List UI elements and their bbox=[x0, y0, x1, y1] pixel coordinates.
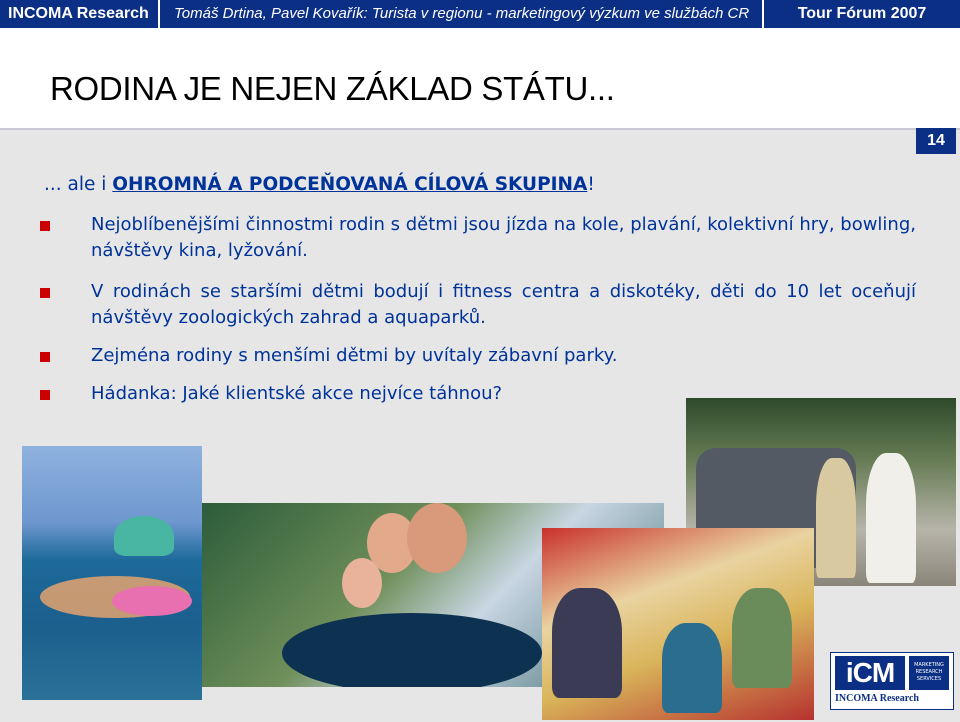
lead-suffix: ! bbox=[587, 174, 595, 195]
bullet-item bbox=[40, 343, 916, 369]
photo-detail bbox=[114, 516, 174, 556]
photo-detail bbox=[112, 586, 192, 616]
incoma-logo bbox=[830, 652, 954, 710]
bullet-square-icon bbox=[40, 390, 50, 400]
logo-mark: iCM bbox=[835, 656, 905, 690]
bullet-item bbox=[40, 212, 916, 264]
photo-detail bbox=[866, 453, 916, 583]
header-event: Tour Fórum 2007 bbox=[764, 0, 960, 28]
photo-detail bbox=[282, 613, 542, 687]
lead-prefix: ... ale i bbox=[44, 174, 113, 195]
lead-highlight: OHROMNÁ A PODCEŇOVANÁ CÍLOVÁ SKUPINA bbox=[112, 174, 588, 195]
photo-detail bbox=[342, 558, 382, 608]
photo-detail bbox=[662, 623, 722, 713]
bullet-square-icon bbox=[40, 288, 50, 298]
photo-detail bbox=[732, 588, 792, 688]
photo-detail bbox=[407, 503, 467, 573]
bullet-text: Hádanka: Jaké klientské akce nejvíce táhnou? bbox=[91, 383, 503, 404]
bullet-item bbox=[40, 279, 916, 331]
photo-detail bbox=[552, 588, 622, 698]
bullet-square-icon bbox=[40, 221, 50, 231]
family-playing-photo bbox=[542, 528, 814, 720]
bullet-text: Zejména rodiny s menšími dětmi by uvítaly zábavní parky. bbox=[91, 345, 618, 366]
header-presentation-title: Tomáš Drtina, Pavel Kovařík: Turista v regionu - marketingový výzkum ve službách CR bbox=[160, 0, 762, 28]
logo-tagline: MARKETING RESEARCH SERVICES bbox=[909, 656, 949, 690]
beach-family-photo bbox=[22, 446, 202, 700]
lead-line bbox=[44, 174, 595, 195]
slide-title: RODINA JE NEJEN ZÁKLAD STÁTU... bbox=[50, 70, 615, 107]
header-company: INCOMA Research bbox=[0, 0, 158, 28]
photo-detail bbox=[816, 458, 856, 578]
header-bar bbox=[0, 0, 960, 28]
bullet-text: V rodinách se staršími dětmi bodují i fitness centra a diskotéky, děti do 10 let oceňují návštěvy zoologických zahrad a aquaparků. bbox=[91, 281, 916, 328]
logo-name: INCOMA Research bbox=[835, 693, 919, 704]
page-number: 14 bbox=[916, 128, 956, 154]
bullet-square-icon bbox=[40, 352, 50, 362]
bullet-text: Nejoblíbenějšími činnostmi rodin s dětmi jsou jízda na kole, plavání, kolektivní hry, bowling, návštěvy kina, lyžování. bbox=[91, 214, 916, 261]
